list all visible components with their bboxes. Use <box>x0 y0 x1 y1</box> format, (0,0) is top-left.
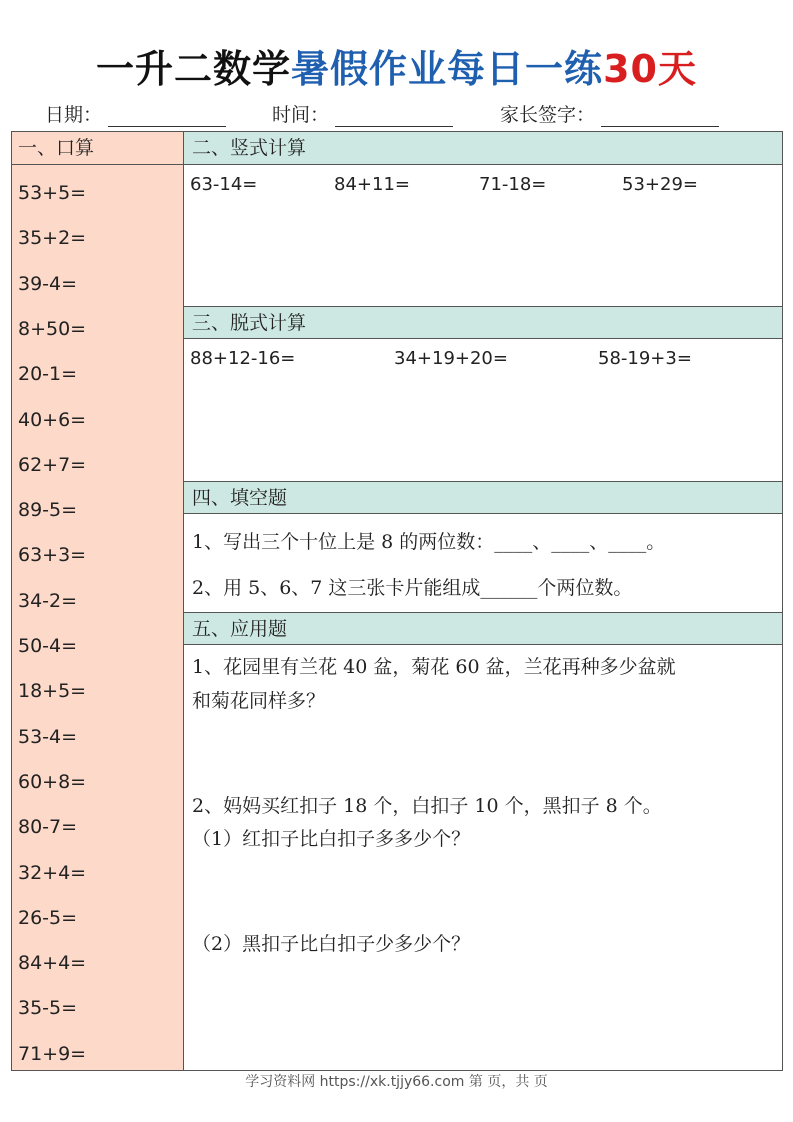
worksheet <box>11 131 783 1071</box>
stepwise-item: 88+12-16= <box>190 348 296 369</box>
oral-item: 39-4= <box>18 272 78 295</box>
time-field <box>272 100 453 127</box>
date-label: 日期： <box>45 104 103 126</box>
apply-question-2-part-1: （1）红扣子比白扣子多多少个？ <box>192 828 471 850</box>
time-label: 时间： <box>272 104 330 126</box>
fill-heading: 四、填空题 <box>184 481 782 514</box>
title-part-1: 一升二数学 <box>96 47 292 91</box>
right-column <box>184 132 782 1070</box>
apply-question-1-line-1: 1、花园里有兰花 40 盆，菊花 60 盆，兰花再种多少盆就 <box>192 656 676 678</box>
oral-item: 63+3= <box>18 544 87 567</box>
date-field <box>45 100 226 127</box>
header-fields <box>0 100 793 130</box>
vertical-item: 63-14= <box>190 174 258 195</box>
stepwise-item: 58-19+3= <box>598 348 692 369</box>
oral-item: 35-5= <box>18 997 78 1020</box>
oral-item: 84+4= <box>18 952 87 975</box>
oral-item: 18+5= <box>18 680 87 703</box>
oral-item: 60+8= <box>18 770 87 793</box>
title-part-3: 30天 <box>603 47 697 91</box>
oral-item: 34-2= <box>18 589 78 612</box>
vertical-item: 71-18= <box>479 174 547 195</box>
stepwise-heading: 三、脱式计算 <box>184 306 782 339</box>
vertical-item: 53+29= <box>622 174 698 195</box>
page-title <box>0 40 793 98</box>
oral-item: 80-7= <box>18 816 78 839</box>
oral-item: 53-4= <box>18 725 78 748</box>
vertical-item: 84+11= <box>334 174 410 195</box>
oral-heading: 一、口算 <box>12 132 183 165</box>
oral-item: 89-5= <box>18 499 78 522</box>
time-blank[interactable] <box>335 106 453 127</box>
oral-item: 26-5= <box>18 906 78 929</box>
fill-question-1: 1、写出三个十位上是 8 的两位数：____、____、____。 <box>192 531 666 553</box>
sign-blank[interactable] <box>601 106 719 127</box>
oral-item: 32+4= <box>18 861 87 884</box>
sign-label: 家长签字： <box>500 104 596 126</box>
oral-item: 62+7= <box>18 453 87 476</box>
fill-question-2: 2、用 5、6、7 这三张卡片能组成______个两位数。 <box>192 577 633 599</box>
apply-question-1-line-2: 和菊花同样多？ <box>192 690 326 712</box>
title-part-2: 暑假作业每日一练 <box>291 47 604 91</box>
page-footer: 学习资料网 https://xk.tjjy66.com 第 页，共 页 <box>245 1074 548 1090</box>
oral-item: 40+6= <box>18 408 87 431</box>
oral-item: 35+2= <box>18 227 87 250</box>
stepwise-item: 34+19+20= <box>394 348 508 369</box>
oral-item: 53+5= <box>18 182 87 204</box>
apply-question-2-part-2: （2）黑扣子比白扣子少多少个？ <box>192 933 471 955</box>
vertical-heading: 二、竖式计算 <box>184 132 782 165</box>
apply-heading: 五、应用题 <box>184 612 782 645</box>
date-blank[interactable] <box>108 106 226 127</box>
oral-item: 8+50= <box>18 317 87 340</box>
oral-column <box>12 132 184 1070</box>
oral-item: 71+9= <box>18 1042 87 1065</box>
oral-item: 20-1= <box>18 363 78 386</box>
sign-field <box>500 100 719 127</box>
oral-item: 50-4= <box>18 635 78 657</box>
apply-question-2: 2、妈妈买红扣子 18 个，白扣子 10 个，黑扣子 8 个。 <box>192 795 662 817</box>
